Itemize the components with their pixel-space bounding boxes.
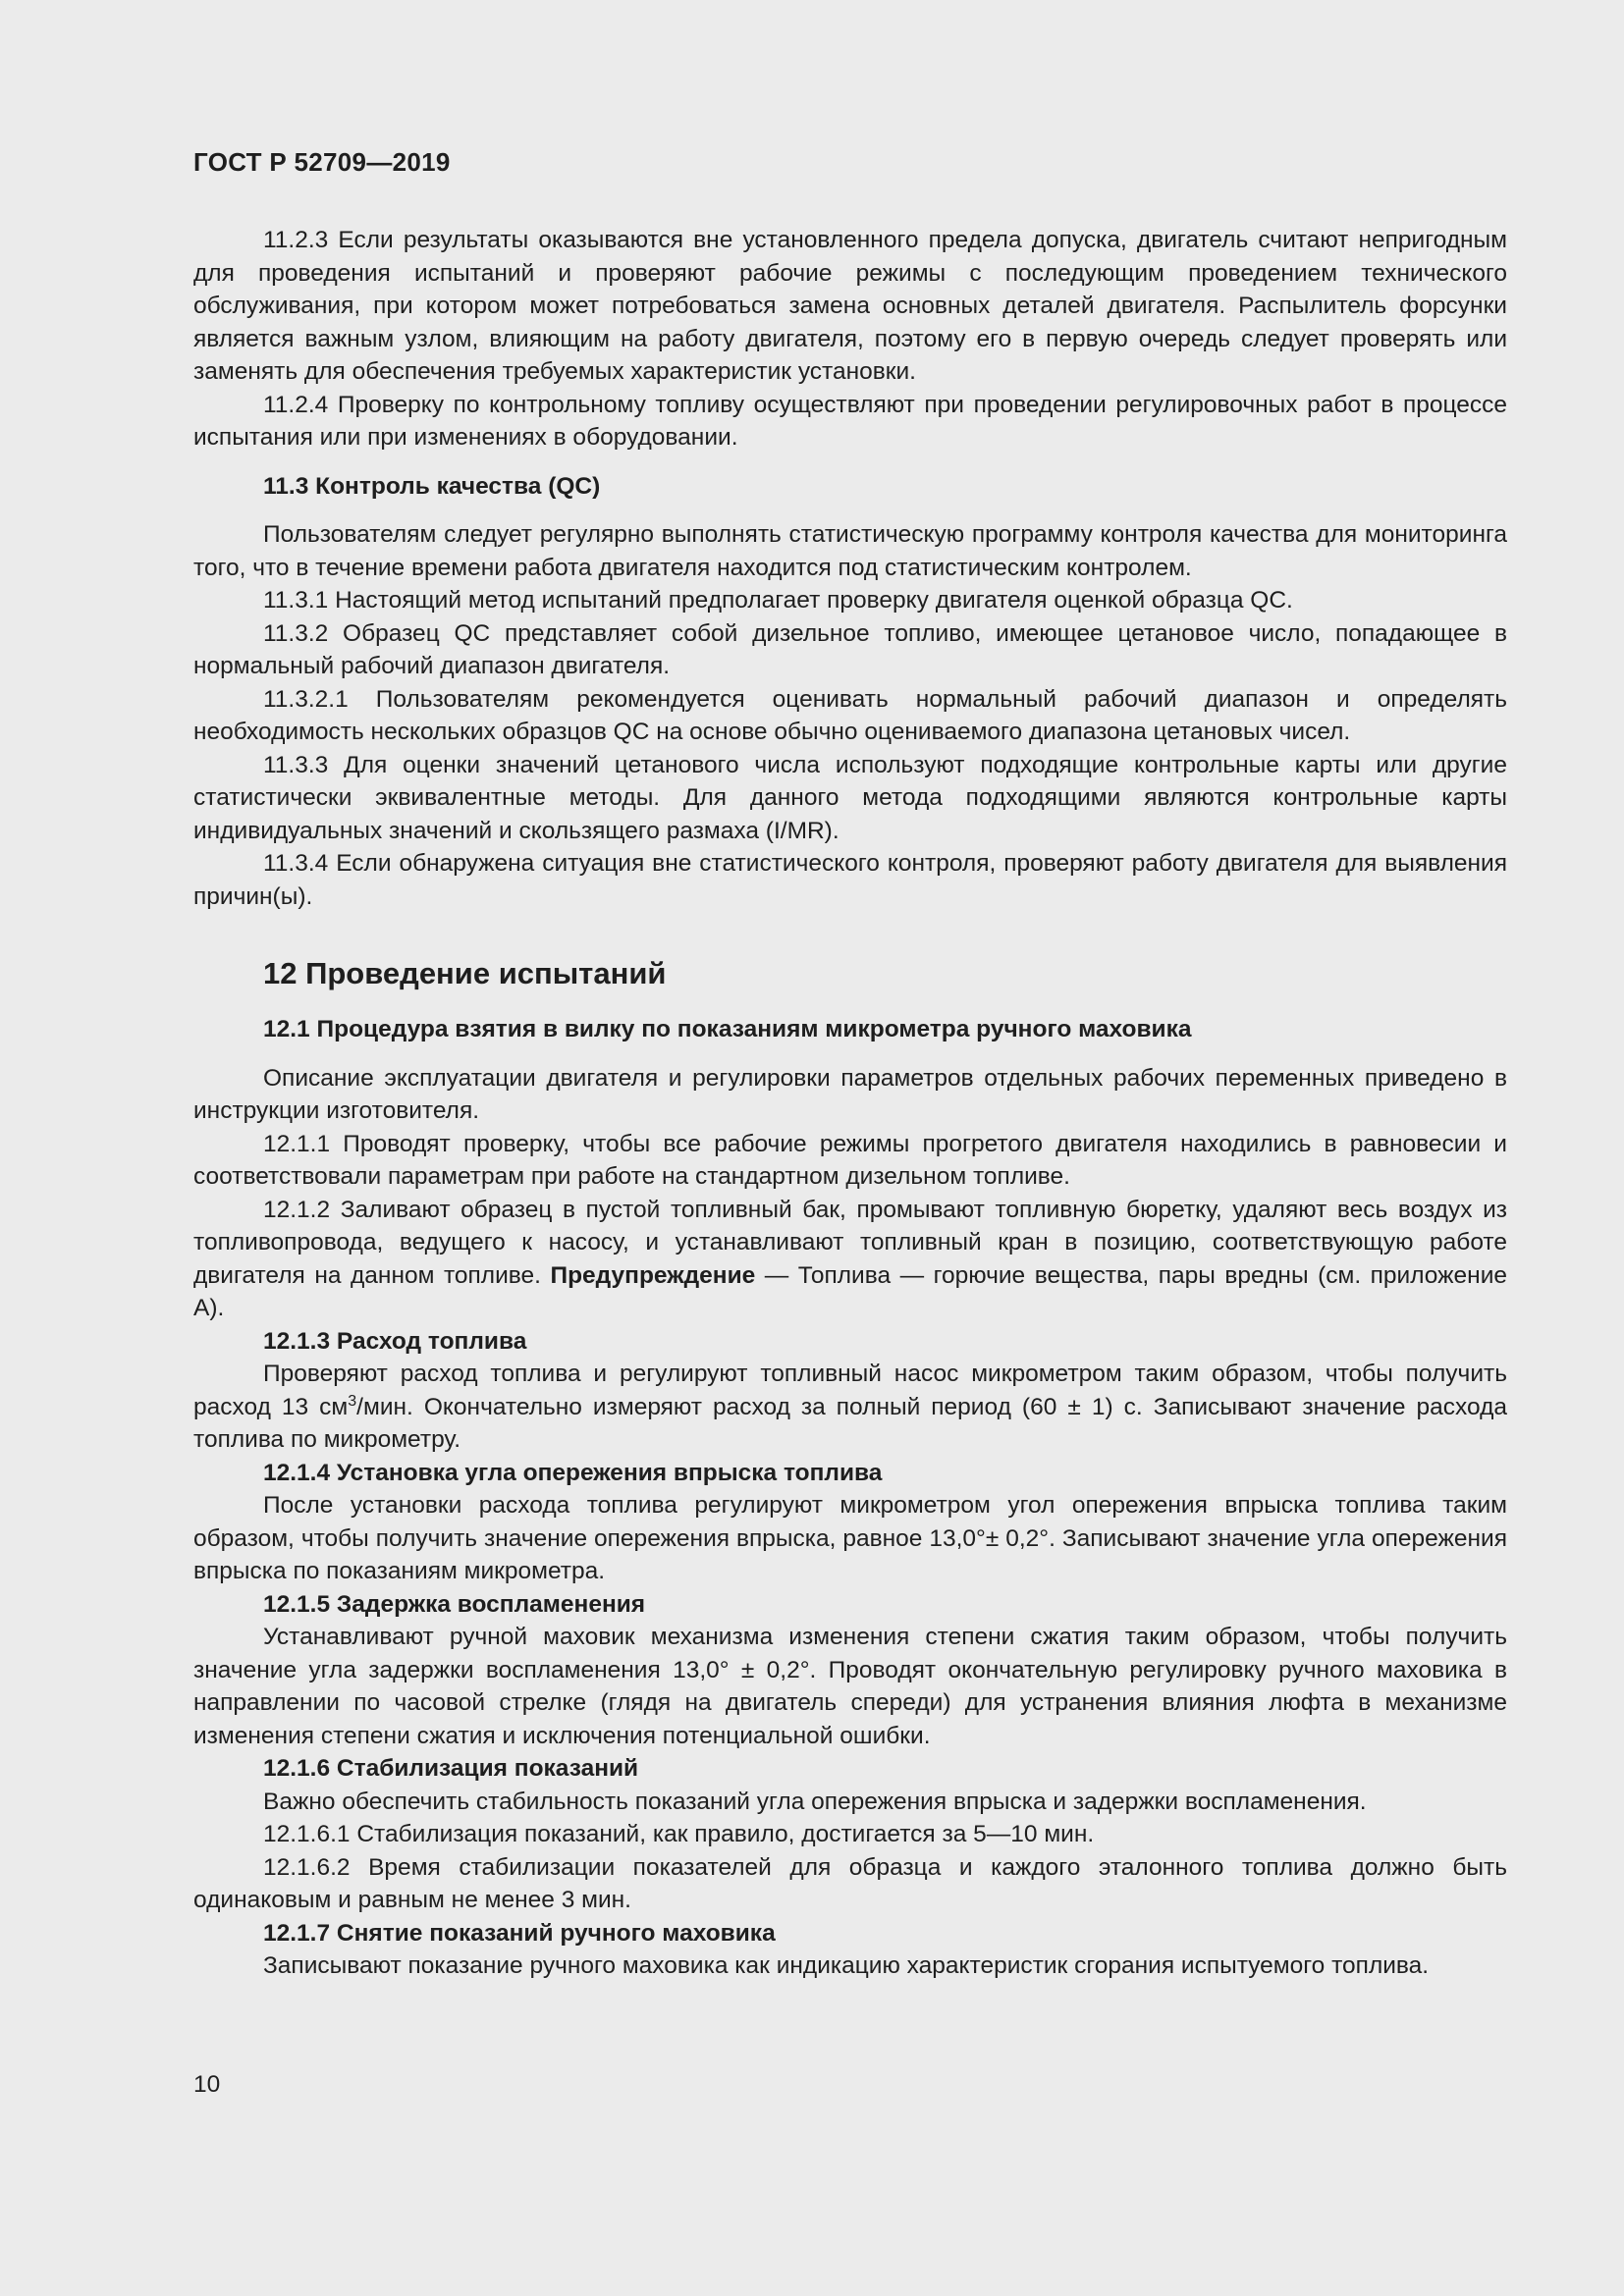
superscript-3: 3 bbox=[348, 1392, 357, 1410]
heading-12-1-4: 12.1.4 Установка угла опережения впрыска топлива bbox=[263, 1459, 883, 1486]
paragraph-12-1-2-text: 12.1.2 Заливают образец в пустой топливный бак, промывают топливную бюретку, удаляют весь воздух из топливопровода, ведущего к насосу, и устанавливают топливный кран в позицию, соответствующую работе двигателя на данном топливе. bbox=[193, 1196, 1507, 1289]
paragraph-12-1-2 bbox=[193, 1194, 1507, 1325]
heading-12-1: 12.1 Процедура взятия в вилку по показаниям микрометра ручного маховика bbox=[263, 1016, 1192, 1042]
paragraph-12-1-3 bbox=[193, 1358, 1507, 1457]
document-id-header: ГОСТ Р 52709—2019 bbox=[193, 147, 451, 177]
paragraph-12-1-6-2: 12.1.6.2 Время стабилизации показателей для образца и каждого эталонного топлива должно быть одинаковым и равным не менее 3 мин. bbox=[193, 1853, 1507, 1913]
paragraph-11-3-1: 11.3.1 Настоящий метод испытаний предполагает проверку двигателя оценкой образца QC. bbox=[263, 587, 1293, 614]
warning-label: Предупреждение bbox=[550, 1261, 756, 1289]
paragraph-11-3-2-1: 11.3.2.1 Пользователям рекомендуется оценивать нормальный рабочий диапазон и определять необходимость нескольких образцов QC на основе обычно оцениваемого диапазона цетановых чисел. bbox=[193, 685, 1507, 745]
document-body bbox=[193, 224, 1507, 1983]
paragraph-11-2-4: 11.2.4 Проверку по контрольному топливу осуществляют при проведении регулировочных работ в процессе испытания или при изменениях в оборудовании. bbox=[193, 391, 1507, 451]
paragraph-12-1-3-text-a: Проверяют расход топлива и регулируют топливный насос микрометром таким образом, чтобы получить расход 13 см bbox=[193, 1361, 1507, 1420]
paragraph-12-1-1: 12.1.1 Проводят проверку, чтобы все рабочие режимы прогретого двигателя находились в равновесии и соответствовали параметрам при работе на стандартном дизельном топливе. bbox=[193, 1130, 1507, 1190]
section-heading-12: 12 Проведение испытаний bbox=[263, 956, 667, 990]
paragraph-12-1-7: Записывают показание ручного маховика как индикацию характеристик сгорания испытуемого топлива. bbox=[263, 1952, 1430, 1979]
heading-12-1-3: 12.1.3 Расход топлива bbox=[263, 1327, 527, 1355]
paragraph-12-1-5: Устанавливают ручной маховик механизма изменения степени сжатия таким образом, чтобы получить значение угла задержки воспламенения 13,0° ± 0,2°. Проводят окончательную регулировку ручного маховика в направлении по часовой стрелке (глядя на двигатель спереди) для устранения влияния люфта в механизме изменения степени сжатия и исключения потенциальной ошибки. bbox=[193, 1624, 1507, 1749]
paragraph-12-1-4: После установки расхода топлива регулируют микрометром угол опережения впрыска топлива таким образом, чтобы получить значение опережения впрыска, равное 13,0°± 0,2°. Записывают значение угла опережения впрыска по показаниям микрометра. bbox=[193, 1492, 1507, 1584]
paragraph-11-3-2: 11.3.2 Образец QC представляет собой дизельное топливо, имеющее цетановое число, попадающее в нормальный рабочий диапазон двигателя. bbox=[193, 619, 1507, 679]
paragraph-11-3-intro: Пользователям следует регулярно выполнять статистическую программу контроля качества для мониторинга того, что в течение времени работа двигателя находится под статистическим контролем. bbox=[193, 521, 1507, 581]
paragraph-12-1-2-warning: — Топлива — горючие вещества, пары вредны (см. приложение А). bbox=[193, 1261, 1507, 1321]
page-number: 10 bbox=[193, 2071, 221, 2098]
heading-12-1-6: 12.1.6 Стабилизация показаний bbox=[263, 1755, 639, 1782]
paragraph-11-3-4: 11.3.4 Если обнаружена ситуация вне статистического контроля, проверяют работу двигателя для выявления причин(ы). bbox=[193, 850, 1507, 910]
paragraph-12-1-6-1: 12.1.6.1 Стабилизация показаний, как правило, достигается за 5—10 мин. bbox=[263, 1821, 1095, 1847]
paragraph-12-1-3-text-b: /мин. Окончательно измеряют расход за полный период (60 ± 1) с. Записывают значение расхода топлива по микрометру. bbox=[193, 1393, 1507, 1453]
paragraph-11-2-3: 11.2.3 Если результаты оказываются вне установленного предела допуска, двигатель считают непригодным для проведения испытаний и проверяют рабочие режимы с последующим проведением технического обслуживания, при котором может потребоваться замена основных деталей двигателя. Распылитель форсунки является важным узлом, влияющим на работу двигателя, поэтому его в первую очередь следует проверять или заменять для обеспечения требуемых характеристик установки. bbox=[193, 227, 1507, 385]
paragraph-12-1-6: Важно обеспечить стабильность показаний угла опережения впрыска и задержки воспламенения. bbox=[263, 1788, 1367, 1815]
heading-12-1-7: 12.1.7 Снятие показаний ручного маховика bbox=[263, 1919, 776, 1947]
heading-12-1-5: 12.1.5 Задержка воспламенения bbox=[263, 1590, 646, 1618]
paragraph-11-3-3: 11.3.3 Для оценки значений цетанового числа используют подходящие контрольные карты или другие статистически эквивалентные методы. Для данного метода подходящими являются контрольные карты индивидуальных значений и скользящего размаха (I/MR). bbox=[193, 751, 1507, 844]
paragraph-12-1-intro: Описание эксплуатации двигателя и регулировки параметров отдельных рабочих переменных приведено в инструкции изготовителя. bbox=[193, 1064, 1507, 1124]
heading-11-3: 11.3 Контроль качества (QC) bbox=[263, 472, 601, 500]
